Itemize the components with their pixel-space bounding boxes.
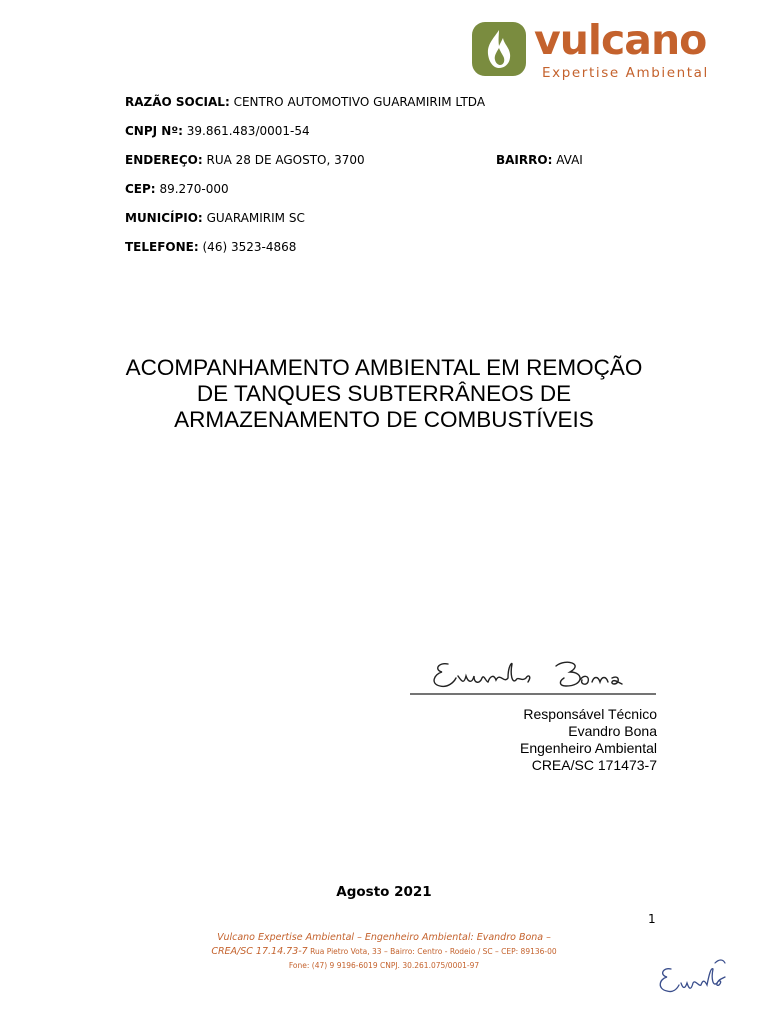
signer-name: Evandro Bona [568,723,657,739]
municipio-value: GUARAMIRIM SC [206,211,305,225]
signer-title: Engenheiro Ambiental [520,740,657,756]
brand-name: vulcano [534,16,707,64]
bairro-label: BAIRRO: [496,153,553,167]
endereco-value: RUA 28 DE AGOSTO, 3700 [206,153,365,167]
footer-line-2 [0,945,768,959]
endereco-line [125,153,365,167]
telefone-label: TELEFONE: [125,240,199,254]
endereco-label: ENDEREÇO: [125,153,203,167]
telefone-line [125,240,296,254]
title-line-1: ACOMPANHAMENTO AMBIENTAL EM REMOÇÃO [125,355,643,380]
cep-label: CEP: [125,182,156,196]
title-line-3: ARMAZENAMENTO DE COMBUSTÍVEIS [174,407,594,432]
document-title [84,355,684,433]
vulcano-logo [472,16,732,81]
cnpj-label: CNPJ Nº: [125,124,183,138]
page-number: 1 [648,912,656,926]
title-line-2: DE TANQUES SUBTERRÂNEOS DE [196,381,572,406]
bairro-line [496,153,583,167]
telefone-value: (46) 3523-4868 [202,240,297,254]
footer-line-3: Fone: (47) 9 9196-6019 CNPJ. 30.261.075/0001-97 [288,961,480,970]
brand-tagline: Expertise Ambiental [542,65,709,81]
signer-registration: CREA/SC 171473-7 [531,757,657,773]
footer-crea: CREA/SC 17.14.73-7 [211,946,308,957]
handwritten-initials [655,955,733,999]
signer-role: Responsável Técnico [523,706,657,722]
cep-value: 89.270-000 [159,182,229,196]
page-footer [0,930,768,973]
municipio-line [125,211,305,225]
municipio-label: MUNICÍPIO: [125,211,203,225]
razao-social-value: CENTRO AUTOMOTIVO GUARAMIRIM LTDA [233,95,486,109]
cnpj-line [125,124,310,138]
handwritten-signature [408,652,658,702]
document-date: Agosto 2021 [336,884,432,900]
cnpj-value: 39.861.483/0001-54 [186,124,310,138]
signature-block [520,706,657,774]
razao-social-label: RAZÃO SOCIAL: [125,95,230,109]
razao-social-line [125,95,485,109]
footer-line-1: Vulcano Expertise Ambiental – Engenheiro Ambiental: Evandro Bona – [217,932,551,943]
bairro-value: AVAI [556,153,583,167]
flame-icon [472,22,526,76]
cep-line [125,182,229,196]
footer-address: Rua Pietro Vota, 33 – Bairro: Centro - Rodeio / SC – CEP: 89136-00 [307,947,557,956]
